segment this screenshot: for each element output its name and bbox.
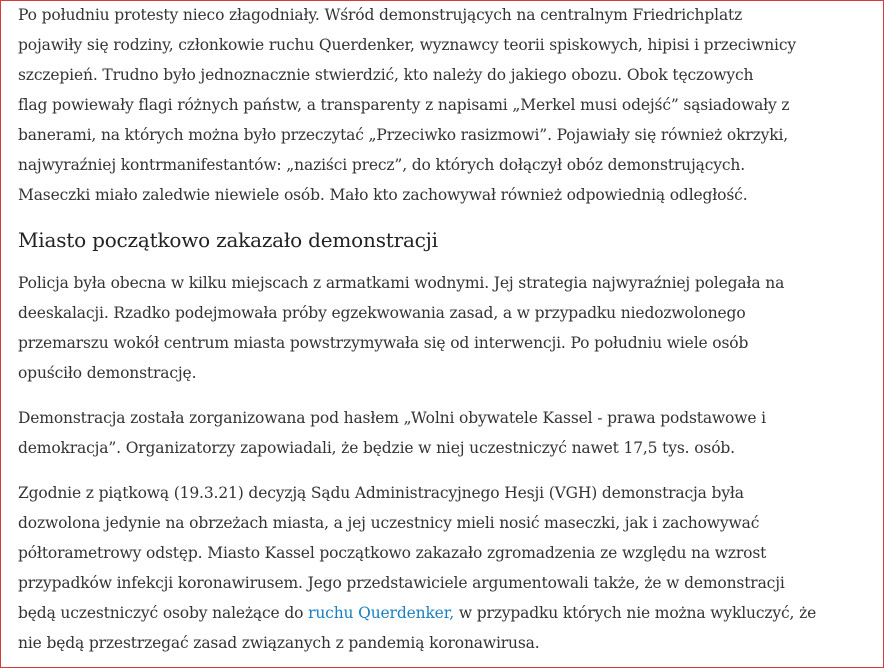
text-line: szczepień. Trudno było jednoznacznie stwierdzić, kto należy do jakiego obozu. Obok tęczowych xyxy=(18,66,754,84)
text-line: opuściło demonstrację. xyxy=(18,364,197,382)
text-line: przemarszu wokół centrum miasta powstrzymywała się od interwencji. Po południu wiele osób xyxy=(18,334,749,352)
text-line: Zgodnie z piątkową (19.3.21) decyzją Sądu Administracyjnego Hesji (VGH) demonstracja była xyxy=(18,484,744,502)
text-line: banerami, na których można było przeczytać „Przeciwko rasizmowi”. Pojawiały się również okrzyki, xyxy=(18,126,789,144)
text-line: flag powiewały flagi różnych państw, a transparenty z napisami „Merkel musi odejść” sąsiadowały z xyxy=(18,96,790,114)
text-line: demokracja”. Organizatorzy zapowiadali, że będzie w niej uczestniczyć nawet 17,5 tys. osób. xyxy=(18,439,735,457)
text-line-with-link xyxy=(18,598,816,628)
text-line: deeskalacji. Rzadko podejmowała próby egzekwowania zasad, a w przypadku niedozwolonego xyxy=(18,304,746,322)
text-line: Policja była obecna w kilku miejscach z armatkami wodnymi. Jej strategia najwyraźniej polegała na xyxy=(18,274,785,292)
text-line: Demonstracja została zorganizowana pod hasłem „Wolni obywatele Kassel - prawa podstawowe i xyxy=(18,409,766,427)
querdenker-link[interactable]: ruchu Querdenker, xyxy=(308,604,455,622)
text-line: pojawiły się rodziny, członkowie ruchu Querdenker, wyznawcy teorii spiskowych, hipisi i przeciwnicy xyxy=(18,36,796,54)
paragraph-police xyxy=(18,268,784,388)
section-heading: Miasto początkowo zakazało demonstracji xyxy=(18,228,438,252)
text-line: dozwolona jedynie na obrzeżach miasta, a jej uczestnicy mieli nosić maseczki, jak i zachowywać xyxy=(18,514,760,532)
text-line: przypadków infekcji koronawirusem. Jego przedstawiciele argumentowali także, że w demonstracji xyxy=(18,574,785,592)
paragraph-court-decision xyxy=(18,478,816,658)
text-line: Maseczki miało zaledwie niewiele osób. Mało kto zachowywał również odpowiednią odległość. xyxy=(18,186,748,204)
text-line: Po południu protesty nieco złagodniały. Wśród demonstrujących na centralnym Friedrichplatz xyxy=(18,6,743,24)
paragraph-protests xyxy=(18,0,796,210)
paragraph-organizers xyxy=(18,403,766,463)
text-line: najwyraźniej kontrmanifestantów: „naziści precz”, do których dołączył obóz demonstrujących. xyxy=(18,156,746,174)
text-fragment: w przypadku których nie można wykluczyć, że xyxy=(454,604,817,622)
text-line: nie będą przestrzegać zasad związanych z pandemią koronawirusa. xyxy=(18,634,540,652)
text-line: półtorametrowy odstęp. Miasto Kassel początkowo zakazało zgromadzenia ze względu na wzrost xyxy=(18,544,767,562)
text-fragment: będą uczestniczyć osoby należące do xyxy=(18,604,309,622)
